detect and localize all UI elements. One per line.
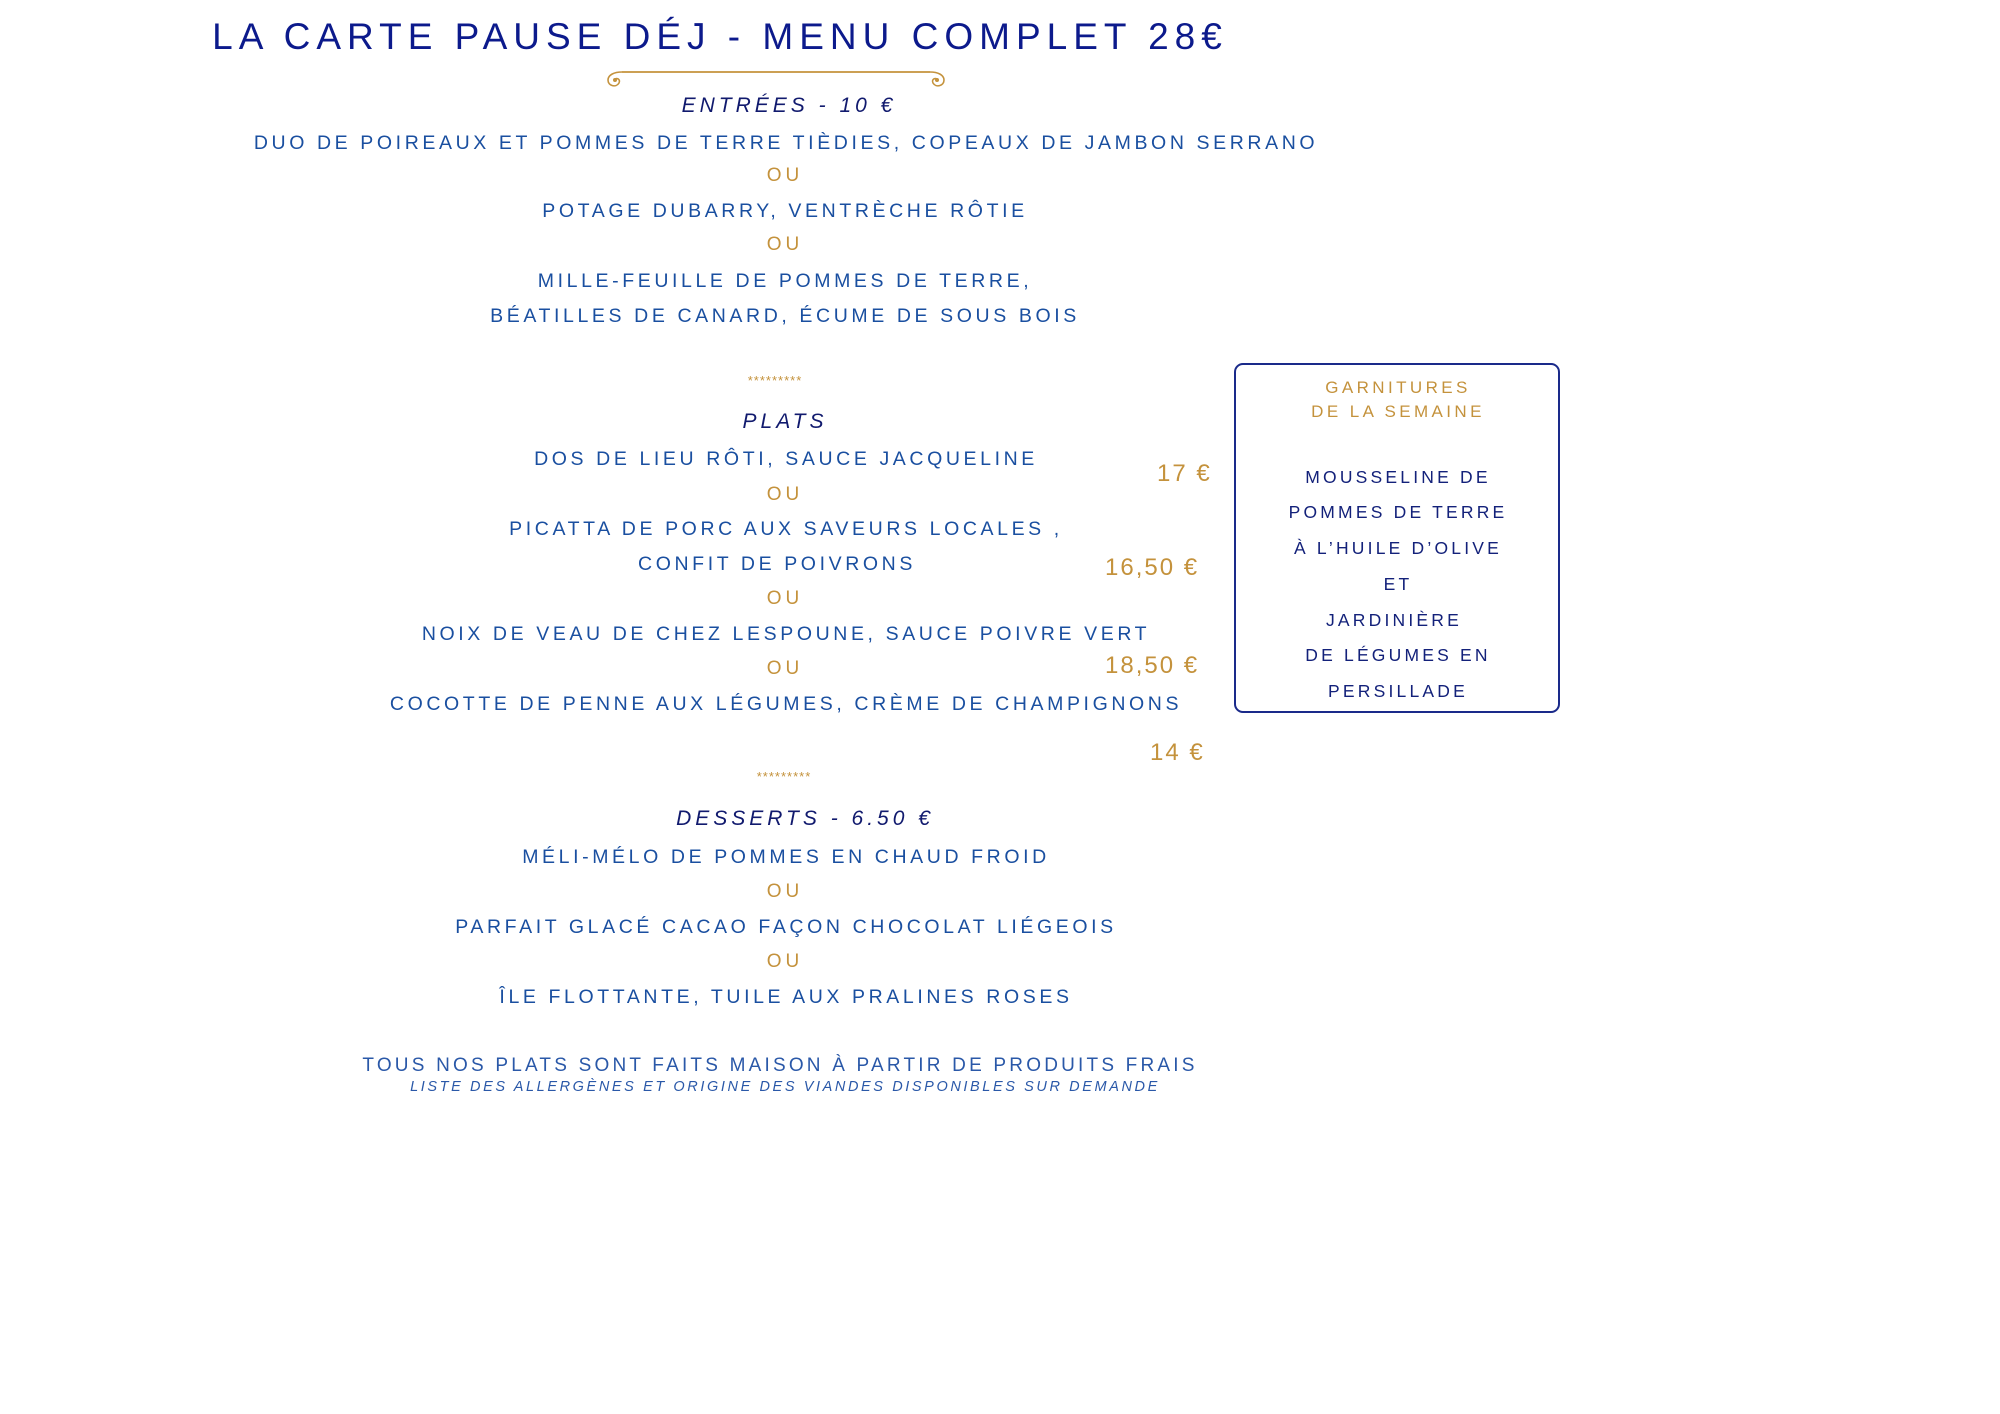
plats-heading: PLATS (742, 410, 828, 433)
ou-separator: OU (766, 881, 804, 902)
ou-separator: OU (766, 165, 804, 186)
plat-item: DOS DE LIEU RÔTI, SAUCE JACQUELINE (534, 448, 1038, 470)
ou-separator: OU (766, 484, 804, 505)
entree-item: POTAGE DUBARRY, VENTRÈCHE RÔTIE (542, 200, 1028, 222)
plat-item: NOIX DE VEAU DE CHEZ LESPOUNE, SAUCE POIVRE VERT (421, 623, 1151, 645)
plat-item: COCOTTE DE PENNE AUX LÉGUMES, CRÈME DE CHAMPIGNONS (389, 693, 1183, 715)
price-veau: 18,50 € (1105, 652, 1200, 679)
garniture-line: DE LÉGUMES EN (1305, 645, 1491, 665)
garniture-line: POMMES DE TERRE (1288, 502, 1508, 522)
entrees-heading: ENTRÉES - 10 € (681, 94, 897, 117)
garniture-line: ET (1383, 574, 1413, 594)
desserts-heading: DESSERTS - 6.50 € (676, 807, 934, 830)
dessert-item: MÉLI-MÉLO DE POMMES EN CHAUD FROID (522, 846, 1050, 868)
garniture-line: MOUSSELINE DE (1305, 467, 1491, 487)
ou-separator: OU (766, 951, 804, 972)
ou-separator: OU (766, 588, 804, 609)
entree-item-continued: BÉATILLES DE CANARD, ÉCUME DE SOUS BOIS (490, 305, 1080, 327)
garniture-line: JARDINIÈRE (1325, 610, 1463, 630)
ornament-divider (600, 66, 952, 92)
garnitures-heading: GARNITURES (1325, 378, 1471, 397)
footer-allergens-note: LISTE DES ALLERGÈNES ET ORIGINE DES VIANDES DISPONIBLES SUR DEMANDE (410, 1079, 1160, 1095)
dessert-item: PARFAIT GLACÉ CACAO FAÇON CHOCOLAT LIÉGEOIS (455, 916, 1117, 938)
entree-item: MILLE-FEUILLE DE POMMES DE TERRE, (537, 270, 1033, 292)
garniture-line: PERSILLADE (1328, 681, 1468, 701)
plat-item: PICATTA DE PORC AUX SAVEURS LOCALES , (509, 518, 1063, 540)
garniture-line: À L’HUILE D’OLIVE (1293, 538, 1503, 558)
plat-item-continued: CONFIT DE POIVRONS (638, 553, 916, 575)
dessert-item: ÎLE FLOTTANTE, TUILE AUX PRALINES ROSES (499, 986, 1073, 1008)
ou-separator: OU (766, 658, 804, 679)
ou-separator: OU (766, 234, 804, 255)
section-stars: ********* (747, 373, 803, 388)
price-picatta: 16,50 € (1105, 554, 1200, 581)
entree-item: DUO DE POIREAUX ET POMMES DE TERRE TIÈDIES, COPEAUX DE JAMBON SERRANO (253, 132, 1319, 154)
menu-title: LA CARTE PAUSE DÉJ - MENU COMPLET 28€ (212, 16, 1228, 57)
footer-homemade-note: TOUS NOS PLATS SONT FAITS MAISON À PARTIR DE PRODUITS FRAIS (362, 1055, 1198, 1076)
price-cocotte: 14 € (1150, 739, 1205, 766)
garnitures-subheading: DE LA SEMAINE (1311, 402, 1485, 421)
section-stars: ********* (756, 769, 812, 784)
price-lieu: 17 € (1157, 460, 1212, 487)
